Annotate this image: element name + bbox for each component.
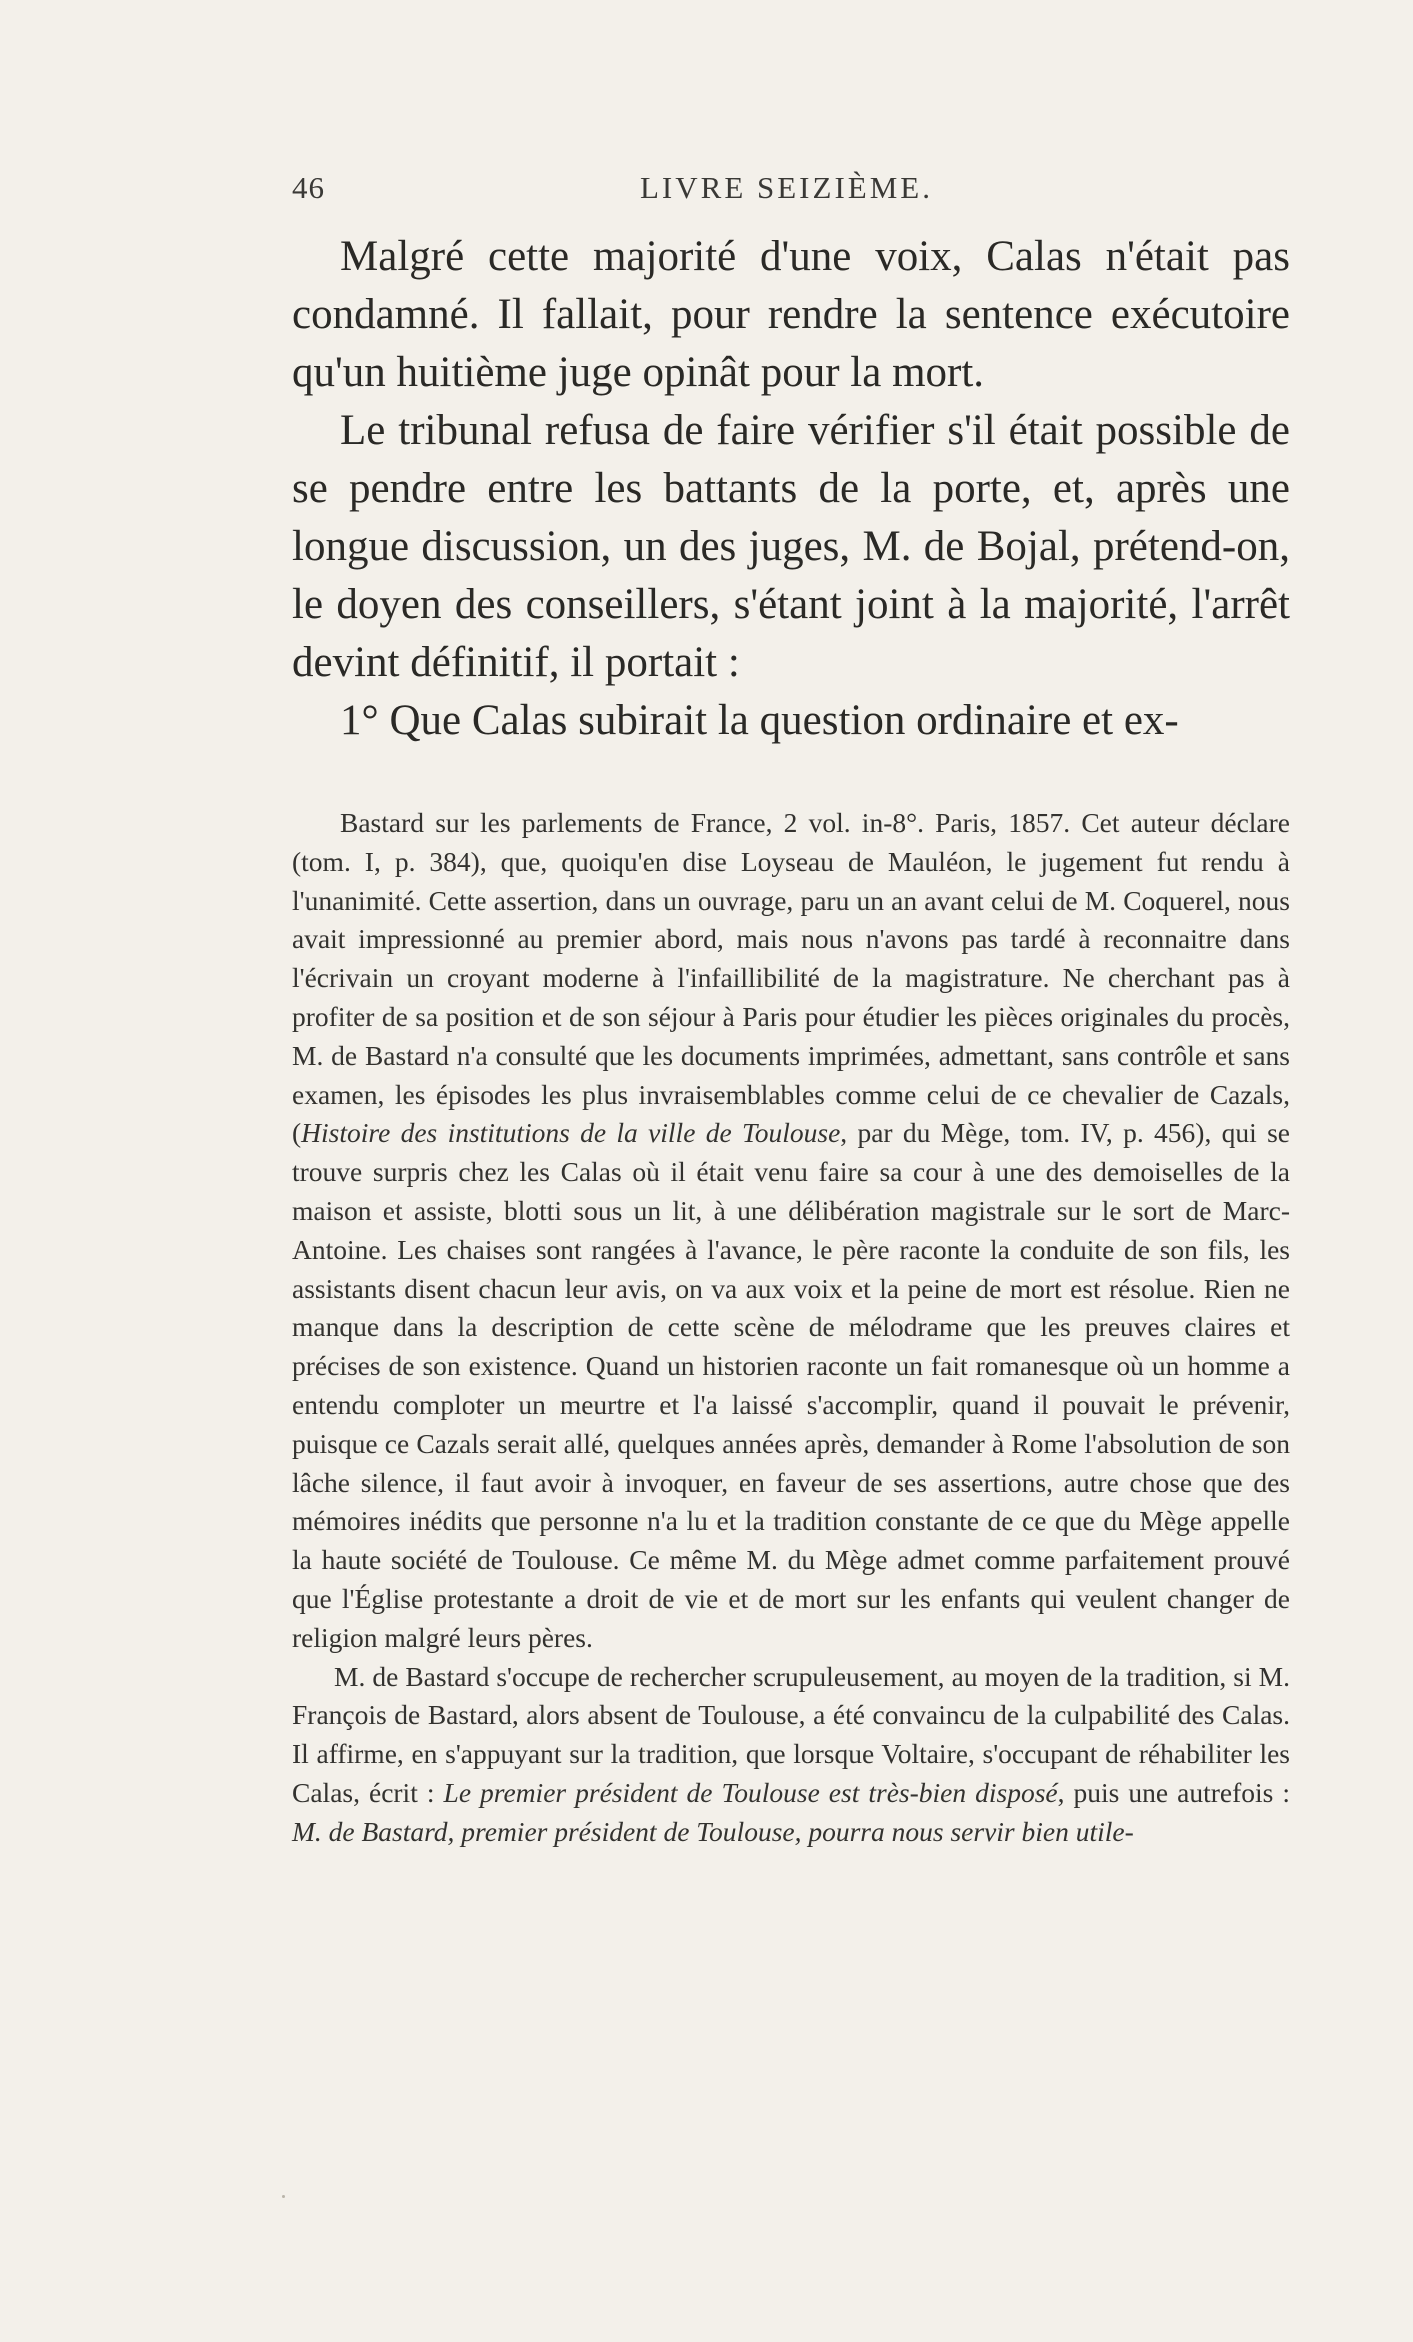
page-number: 46 (292, 170, 325, 205)
footnote-text: Bastard sur les parlements de France, 2 vol. in-8°. Paris, 1857. Cet auteur déclare (tom. I, p. 384), que, quoiqu'en dise Loyseau de Mauléon, le jugement fut rendu à l'unanimité. Cette assertion, dans un ouvrage, paru un an avant celui de M. Coquerel, nous avait impressionné au premier abord, mais nous n'avons pas tardé à reconnaitre dans l'écrivain un croyant moderne à l'infaillibilité de la magistrature. Ne cherchant pas à profiter de sa position et de son séjour à Paris pour étudier les pièces originales du procès, M. de Bastard n'a consulté que les documents imprimées, admettant, sans contrôle et sans examen, les épisodes les plus invraisemblables comme celui de ce chevalier de Cazals, ( (292, 807, 1290, 1149)
page-header (292, 170, 1292, 214)
running-title: LIVRE SEIZIÈME. (640, 170, 933, 205)
footnote-italic-quote: Le premier président de Toulouse est très-bien disposé (443, 1776, 1058, 1808)
footnote-paragraph (292, 804, 1290, 1658)
footnote-text: M. de Bastard s'occupe de rechercher scrupuleusement, au moyen de la tradition, si M. François de Bastard, alors absent de Toulouse, a été convaincu de la culpabilité des Calas. Il affirme, en s'appuyant sur la tradition, que lorsque Voltaire, s'occupant de réhabiliter les Calas, écrit : (292, 1660, 1290, 1808)
footnote-paragraph (292, 1658, 1290, 1852)
paper-speck (282, 2195, 285, 2198)
footnote (292, 804, 1290, 1852)
footnote-text: , par du Mège, tom. IV, p. 456), qui se trouve surpris chez les Calas où il était venu faire sa cour à une des demoiselles de la maison et assiste, blotti sous un lit, à une délibération magistrale sur le sort de Marc-Antoine. Les chaises sont rangées à l'avance, le père raconte la conduite de son fils, les assistants disent chacun leur avis, on va aux voix et la peine de mort est résolue. Rien ne manque dans la description de cette scène de mélodrame que les preuves claires et précises de son existence. Quand un historien raconte un fait romanesque où un homme a entendu comploter un meurtre et l'a laissé s'accomplir, quand il pouvait le prévenir, puisque ce Cazals serait allé, quelques années après, demander à Rome l'absolution de son lâche silence, il faut avoir à invoquer, en faveur de ses assertions, autre chose que des mémoires inédits que personne n'a lu et la tradition constante de ce que du Mège appelle la haute société de Toulouse. Ce même M. du Mège admet comme parfaitement prouvé que l'Église protestante a droit de vie et de mort sur les enfants qui veulent changer de religion malgré leurs pères. (292, 1117, 1290, 1653)
main-paragraph: 1° Que Calas subirait la question ordinaire et ex- (340, 697, 1179, 744)
footnote-text: , puis une autrefois : (1057, 1776, 1290, 1808)
main-text (292, 228, 1290, 750)
main-paragraph: Le tribunal refusa de faire vérifier s'il était possible de se pendre entre les battants de la porte, et, après une longue discussion, un des juges, M. de Bojal, prétend-on, le doyen des conseillers, s'étant joint à la majorité, l'arrêt devint définitif, il portait : (292, 407, 1290, 686)
footnote-italic-quote: M. de Bastard, premier président de Toulouse, pourra nous servir bien utile- (292, 1815, 1134, 1847)
main-paragraph: Malgré cette majorité d'une voix, Calas n'était pas condamné. Il fallait, pour rendre la sentence exécutoire qu'un huitième juge opinât pour la mort. (292, 233, 1290, 396)
footnote-italic-title: Histoire des institutions de la ville de Toulouse (301, 1117, 841, 1149)
